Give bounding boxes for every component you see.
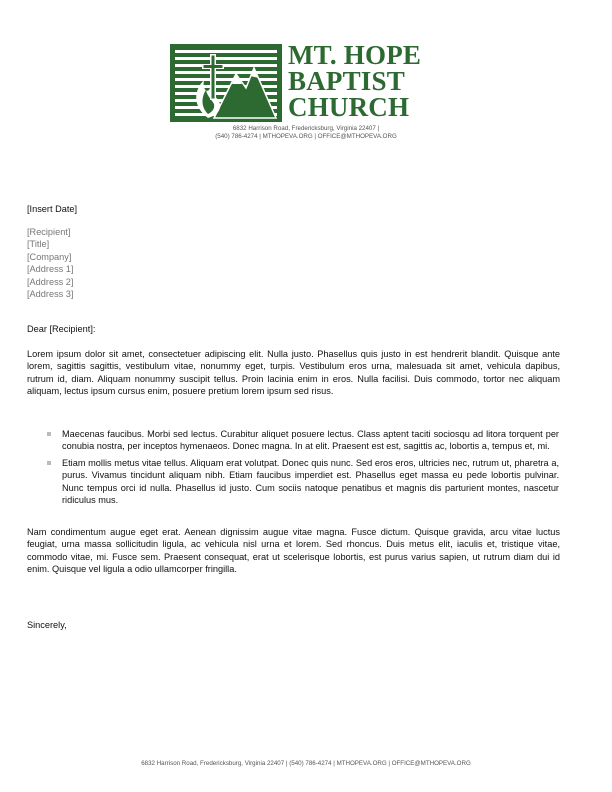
footer-contact: 6832 Harrison Road, Fredericksburg, Virginia 22407 | (540) 786-4274 | MTHOPEVA.ORG | OFFICE@MTHOPEVA.ORG <box>141 760 471 767</box>
church-logo <box>170 40 422 124</box>
church-name-line2: BAPTIST <box>288 66 405 96</box>
church-name <box>288 42 421 120</box>
letter-date: [Insert Date] <box>27 204 78 214</box>
bullet-text: Etiam mollis metus vitae tellus. Aliquam erat volutpat. Donec quis nunc. Sed eros eros, ultricies nec, rutrum ut, pharetra a, purus. Vivamus tincidunt aliquam nibh. Etiam faucibus imperdiet est. Phasellus eget massa eu pede lobortis pulvinar. Nunc tempus orci id nulla. Phasellus id justo. Cum sociis natoque penatibus et magnis dis parturient montes, nascetur ridiculus mus. <box>62 457 559 506</box>
body-paragraph-2: Nam condimentum augue eget erat. Aenean dignissim augue vitae magna. Fusce dictum. Quisque gravida, arcu vitae luctus feugiat, urna massa sollicitudin ligula, ac vehicula nisl urna et lorem. Sed rhoncus. Duis metus elit, iaculis et, tristique vitae, commodo vitae, mi. Fusce sem. Praesent consequat, erat ut scelerisque lobortis, est purus varius sapien, ut rutrum diam dui id enim. Quisque vel ligula a odio ullamcorper fringilla. <box>27 527 560 575</box>
header-contact <box>0 125 612 141</box>
bullet-list <box>47 428 559 510</box>
bullet-icon <box>47 432 51 436</box>
recipient-address-2: [Address 2] <box>27 276 74 287</box>
church-name-line3: CHURCH <box>288 92 410 122</box>
recipient-address-3: [Address 3] <box>27 289 74 300</box>
recipient-block <box>27 226 560 300</box>
header-address: 6832 Harrison Road, Fredericksburg, Virginia 22407 | <box>232 125 380 132</box>
recipient-name: [Recipient] <box>27 227 71 237</box>
recipient-title: [Title] <box>27 239 50 250</box>
church-name-line1: MT. HOPE <box>288 40 422 70</box>
list-item <box>47 428 559 453</box>
recipient-company: [Company] <box>27 251 72 262</box>
bullet-text: Maecenas faucibus. Morbi sed lectus. Curabitur aliquet posuere lectus. Class aptent taciti sociosqu ad litora torquent per conubia nostra, per inceptos hymenaeos. Donec magna. In at elit. Praesent est est, sagittis ac, lobortis a, tempus et, mi. <box>62 429 559 452</box>
letter-closing: Sincerely, <box>27 620 67 630</box>
church-logo-icon <box>170 44 282 122</box>
header-phone-web-email: (540) 786-4274 | MTHOPEVA.ORG | OFFICE@MTHOPEVA.ORG <box>215 133 397 141</box>
list-item <box>47 457 559 507</box>
bullet-icon <box>47 461 51 465</box>
letter-greeting: Dear [Recipient]: <box>27 324 96 334</box>
body-paragraph-1: Lorem ipsum dolor sit amet, consectetuer adipiscing elit. Nulla justo. Phasellus quis justo in est hendrerit blandit. Quisque ante lorem, sagittis sagittis, vestibulum vitae, nonummy eget, turpis. Vestibulum eros urna, malesuada sit amet, vehicula dapibus, rutrum id, diam. Aliquam nonummy suscipit tellus. Proin lacinia enim in eros. Nulla facilisi. Duis commodo, tortor nec aliquam aliquam, lectus ipsum cursus enim, posuere pretium lorem ipsum sed risus. <box>27 349 560 397</box>
recipient-address-1: [Address 1] <box>27 264 74 275</box>
